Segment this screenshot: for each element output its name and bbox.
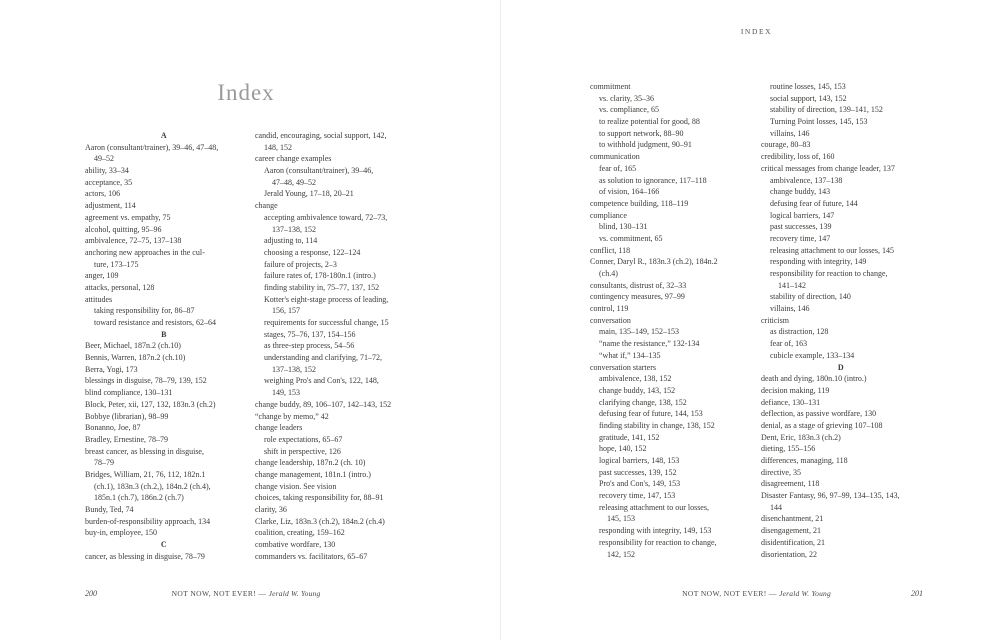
- index-entry-line: “what if,” 134–135: [599, 350, 661, 360]
- index-entry-line: death and dying, 180n.10 (intro.): [761, 374, 867, 384]
- running-head-index: INDEX: [740, 27, 773, 36]
- index-entry-line: stages, 75–76, 137, 154–156: [264, 329, 356, 339]
- index-entry-line: “name the resistance,” 132-134: [599, 339, 700, 349]
- index-entry-line: fear of, 163: [770, 339, 808, 349]
- index-entry-line: as three-step process, 54–56: [264, 341, 355, 351]
- index-entry-line: attacks, personal, 128: [85, 282, 155, 292]
- index-entry-line: 156, 157: [272, 306, 300, 316]
- index-entry-line: to withhold judgment, 90–91: [599, 140, 692, 150]
- index-entry-line: clarifying change, 138, 152: [599, 397, 687, 407]
- index-entry-line: change vision. See vision: [255, 481, 337, 491]
- index-entry-line: change leaders: [255, 423, 303, 433]
- index-entry-line: cancer, as blessing in disguise, 78–79: [85, 551, 205, 561]
- index-entry-line: vs. commitment, 65: [599, 233, 663, 243]
- index-entry-line: finding stability in change, 138, 152: [599, 420, 715, 430]
- index-entry-line: dieting, 155–156: [761, 444, 816, 454]
- index-entry-line: Kotter's eight-stage process of leading,: [264, 294, 389, 304]
- page-number-left: 200: [85, 589, 97, 598]
- section-letter-heading: B: [161, 329, 167, 339]
- index-entry-line: vs. clarity, 35–36: [599, 93, 655, 103]
- section-letter-heading: D: [837, 362, 845, 372]
- index-entry-line: choosing a response, 122–124: [264, 247, 361, 257]
- index-entry-line: buy-in, employee, 150: [85, 528, 157, 538]
- index-entry-line: 137–138, 152: [272, 224, 316, 234]
- index-entry-line: attitudes: [85, 294, 113, 304]
- index-entry-line: change leadership, 187n.2 (ch. 10): [255, 458, 366, 468]
- index-entry-line: toward resistance and resistors, 62–64: [94, 318, 216, 327]
- index-entry-line: conflict, 118: [590, 245, 631, 255]
- index-entry-line: logical barriers, 148, 153: [599, 456, 680, 465]
- index-entry-line: criticism: [761, 315, 789, 325]
- index-entry-line: disengagement, 21: [761, 526, 821, 536]
- index-entry-line: change management, 181n.1 (intro.): [255, 469, 371, 479]
- running-title-text: NOT NOW, NOT EVER! —: [171, 589, 267, 598]
- index-entry-line: Disaster Fantasy, 96, 97–99, 134–135, 143,: [761, 491, 900, 501]
- index-entry-line: past successes, 139: [770, 222, 832, 232]
- index-entry-line: (ch.1), 183n.3 (ch.2,), 184n.2 (ch.4),: [94, 481, 211, 491]
- index-entry-line: directive, 35: [761, 467, 801, 477]
- index-entry-line: choices, taking responsibility for, 88–91: [255, 493, 384, 503]
- page-number-right: 201: [911, 589, 923, 598]
- running-title-text: NOT NOW, NOT EVER! —: [682, 589, 777, 598]
- index-entry-line: change buddy, 89, 106–107, 142–143, 152: [255, 399, 392, 409]
- running-title-left: [85, 589, 407, 598]
- index-entry-line: credibility, loss of, 160: [761, 152, 835, 162]
- index-entry-line: agreement vs. empathy, 75: [85, 212, 171, 222]
- index-entry-line: career change examples: [255, 154, 332, 164]
- index-entry-line: Berra, Yogi, 173: [85, 364, 138, 374]
- index-entry-line: differences, managing, 118: [761, 456, 848, 465]
- section-letter-heading: C: [160, 540, 168, 550]
- index-entry-line: 149, 153: [272, 388, 300, 398]
- index-entry-line: as solution to ignorance, 117–118: [599, 175, 707, 185]
- index-entry-line: Bundy, Ted, 74: [85, 505, 134, 514]
- index-entry-line: defusing fear of future, 144, 153: [599, 409, 703, 419]
- index-entry-line: stability of direction, 139–141, 152: [770, 105, 883, 115]
- index-entry-line: villains, 146: [770, 304, 810, 314]
- index-entry-line: 78–79: [94, 458, 114, 468]
- index-entry-line: shift in perspective, 126: [264, 446, 341, 456]
- index-entry-line: Bennis, Warren, 187n.2 (ch.10): [85, 353, 186, 363]
- running-author-text: Jerald W. Young: [268, 589, 321, 598]
- index-entry-line: stability of direction, 140: [770, 292, 851, 302]
- index-entry-line: gratitude, 141, 152: [599, 432, 660, 442]
- index-entry-line: defiance, 130–131: [761, 397, 821, 407]
- index-entry-line: vs. compliance, 65: [599, 105, 659, 115]
- index-entry-line: control, 119: [590, 304, 629, 314]
- index-entry-line: ture, 173–175: [94, 259, 139, 269]
- index-entry-line: responding with integrity, 149: [770, 257, 867, 267]
- index-entry-line: commanders vs. facilitators, 65–67: [255, 551, 368, 561]
- index-entry-line: change buddy, 143: [770, 187, 831, 197]
- index-entry-line: adjusting to, 114: [264, 236, 318, 246]
- index-entry-line: defusing fear of future, 144: [770, 198, 858, 208]
- index-entry-line: Bonanno, Joe, 87: [85, 423, 141, 433]
- index-entry-line: combative wordfare, 130: [255, 540, 336, 550]
- index-entry-line: 137–138, 152: [272, 364, 316, 374]
- index-entry-line: 47–48, 49–52: [272, 177, 316, 187]
- running-author-text: Jerald W. Young: [779, 589, 831, 598]
- index-entry-line: adjustment, 114: [85, 201, 136, 211]
- index-entry-line: blind compliance, 130–131: [85, 388, 173, 398]
- index-entry-line: 145, 153: [607, 514, 635, 524]
- index-entry-line: weighing Pro's and Con's, 122, 148,: [264, 376, 379, 386]
- index-entry-line: change buddy, 143, 152: [599, 385, 676, 395]
- index-entry-line: failure of projects, 2–3: [264, 259, 337, 269]
- index-entry-line: contingency measures, 97–99: [590, 292, 685, 302]
- index-entry-line: conversation starters: [590, 362, 656, 372]
- index-entry-line: main, 135–149, 152–153: [599, 327, 679, 337]
- page-footer-left: [85, 589, 407, 603]
- index-entry-line: disenchantment, 21: [761, 514, 824, 524]
- index-entry-line: decision making, 119: [761, 385, 830, 395]
- index-entry-line: taking responsibility for, 86–87: [94, 306, 195, 316]
- index-entry-line: commitment: [590, 82, 631, 91]
- index-entry-line: Block, Peter, xii, 127, 132, 183n.3 (ch.2): [85, 399, 216, 409]
- index-entry-line: to support network, 88–90: [599, 128, 684, 138]
- index-entry-line: conversation: [590, 315, 631, 325]
- index-entry-line: competence building, 118–119: [590, 198, 689, 208]
- index-entry-line: Bradley, Ernestine, 78–79: [85, 434, 169, 444]
- index-title: Index: [217, 80, 275, 105]
- index-entry-line: actors, 106: [85, 189, 121, 199]
- running-title-right: [590, 589, 923, 598]
- index-entry-line: 142, 152: [607, 549, 635, 559]
- index-entry-line: denial, as a stage of grieving 107–108: [761, 420, 883, 430]
- index-entry-line: Bridges, William, 21, 76, 112, 182n.1: [85, 469, 206, 479]
- index-column-right-1: [590, 81, 750, 560]
- index-entry-line: anger, 109: [85, 271, 119, 281]
- index-entry-line: releasing attachment to our losses, 145: [770, 245, 894, 255]
- index-column-left-1: [85, 130, 243, 562]
- page-gutter-divider: [500, 0, 501, 640]
- index-entry-line: Aaron (consultant/trainer), 39–46, 47–48,: [85, 142, 219, 152]
- index-entry-line: role expectations, 65–67: [264, 434, 343, 444]
- index-entry-line: communication: [590, 152, 640, 162]
- index-entry-line: disorientation, 22: [761, 549, 817, 559]
- index-entry-line: blessings in disguise, 78–79, 139, 152: [85, 376, 207, 386]
- index-entry-line: accepting ambivalence toward, 72–73,: [264, 212, 388, 222]
- index-entry-line: hope, 140, 152: [599, 444, 647, 454]
- index-entry-line: cubicle example, 133–134: [770, 350, 855, 360]
- index-entry-line: ambivalence, 138, 152: [599, 374, 672, 384]
- index-entry-line: recovery time, 147, 153: [599, 491, 676, 501]
- index-entry-line: clarity, 36: [255, 505, 287, 514]
- index-entry-line: responding with integrity, 149, 153: [599, 526, 712, 536]
- index-entry-line: to realize potential for good, 88: [599, 117, 700, 127]
- index-entry-line: responsibility for reaction to change,: [599, 537, 717, 547]
- index-entry-line: Conner, Daryl R., 183n.3 (ch.2), 184n.2: [590, 257, 718, 267]
- index-column-left-2: [255, 130, 413, 562]
- index-entry-line: logical barriers, 147: [770, 210, 835, 220]
- index-entry-line: acceptance, 35: [85, 177, 133, 187]
- index-entry-line: disidentification, 21: [761, 537, 825, 547]
- index-entry-line: fear of, 165: [599, 163, 637, 173]
- index-entry-line: Clarke, Liz, 183n.3 (ch.2), 184n.2 (ch.4): [255, 516, 385, 526]
- index-entry-line: deflection, as passive wordfare, 130: [761, 409, 877, 419]
- index-entry-line: breast cancer, as blessing in disguise,: [85, 446, 204, 456]
- index-entry-line: 185n.1 (ch.7), 186n.2 (ch.7): [94, 493, 184, 503]
- index-entry-line: compliance: [590, 210, 627, 220]
- index-entry-line: alcohol, quitting, 95–96: [85, 224, 162, 234]
- index-entry-line: ambivalence, 137–138: [770, 175, 843, 185]
- index-entry-line: social support, 143, 152: [770, 93, 847, 103]
- index-entry-line: blind, 130–131: [599, 222, 648, 232]
- index-entry-line: consultants, distrust of, 32–33: [590, 280, 687, 290]
- index-entry-line: failure rates of, 178-180n.1 (intro.): [264, 271, 376, 281]
- page-footer-right: [590, 589, 923, 603]
- index-entry-line: Aaron (consultant/trainer), 39–46,: [264, 166, 374, 176]
- index-entry-line: villains, 146: [770, 128, 810, 138]
- index-entry-line: disagreement, 118: [761, 479, 820, 489]
- index-entry-line: 141–142: [778, 280, 806, 290]
- section-letter-heading: A: [160, 131, 168, 140]
- index-entry-line: ability, 33–34: [85, 166, 129, 176]
- index-entry-line: as distraction, 128: [770, 327, 829, 337]
- index-entry-line: Beer, Michael, 187n.2 (ch.10): [85, 341, 181, 351]
- index-entry-line: Jerald Young, 17–18, 20–21: [264, 189, 354, 199]
- index-entry-line: Dent, Eric, 183n.3 (ch.2): [761, 432, 841, 442]
- index-entry-line: coalition, creating, 159–162: [255, 528, 345, 538]
- index-entry-line: requirements for successful change, 15: [264, 318, 389, 327]
- index-entry-line: 144: [770, 502, 782, 512]
- index-entry-line: 148, 152: [264, 142, 292, 152]
- index-entry-line: courage, 80–83: [761, 140, 811, 150]
- index-entry-line: Bobbye (librarian), 98–99: [85, 411, 169, 421]
- index-entry-line: recovery time, 147: [770, 233, 831, 243]
- index-column-right-2: [761, 81, 921, 560]
- index-entry-line: candid, encouraging, social support, 142,: [255, 131, 387, 140]
- index-entry-line: critical messages from change leader, 137: [761, 163, 895, 173]
- index-entry-line: routine losses, 145, 153: [770, 82, 846, 91]
- index-entry-line: releasing attachment to our losses,: [599, 502, 709, 512]
- index-entry-line: of vision, 164–166: [599, 187, 660, 197]
- index-entry-line: burden-of-responsibility approach, 134: [85, 516, 211, 526]
- index-entry-line: finding stability in, 75–77, 137, 152: [264, 282, 380, 292]
- index-entry-line: Turning Point losses, 145, 153: [770, 117, 868, 127]
- index-entry-line: 49–52: [94, 154, 114, 164]
- index-entry-line: responsibility for reaction to change,: [770, 269, 888, 278]
- index-entry-line: Pro's and Con's, 149, 153: [599, 479, 681, 489]
- index-entry-line: anchoring new approaches in the cul-: [85, 247, 205, 257]
- index-entry-line: ambivalence, 72–75, 137–138: [85, 236, 182, 246]
- index-entry-line: past successes, 139, 152: [599, 467, 677, 477]
- index-entry-line: change: [255, 201, 278, 211]
- index-entry-line: “change by memo,” 42: [255, 411, 329, 421]
- index-entry-line: (ch.4): [599, 269, 618, 278]
- index-entry-line: understanding and clarifying, 71–72,: [264, 353, 382, 363]
